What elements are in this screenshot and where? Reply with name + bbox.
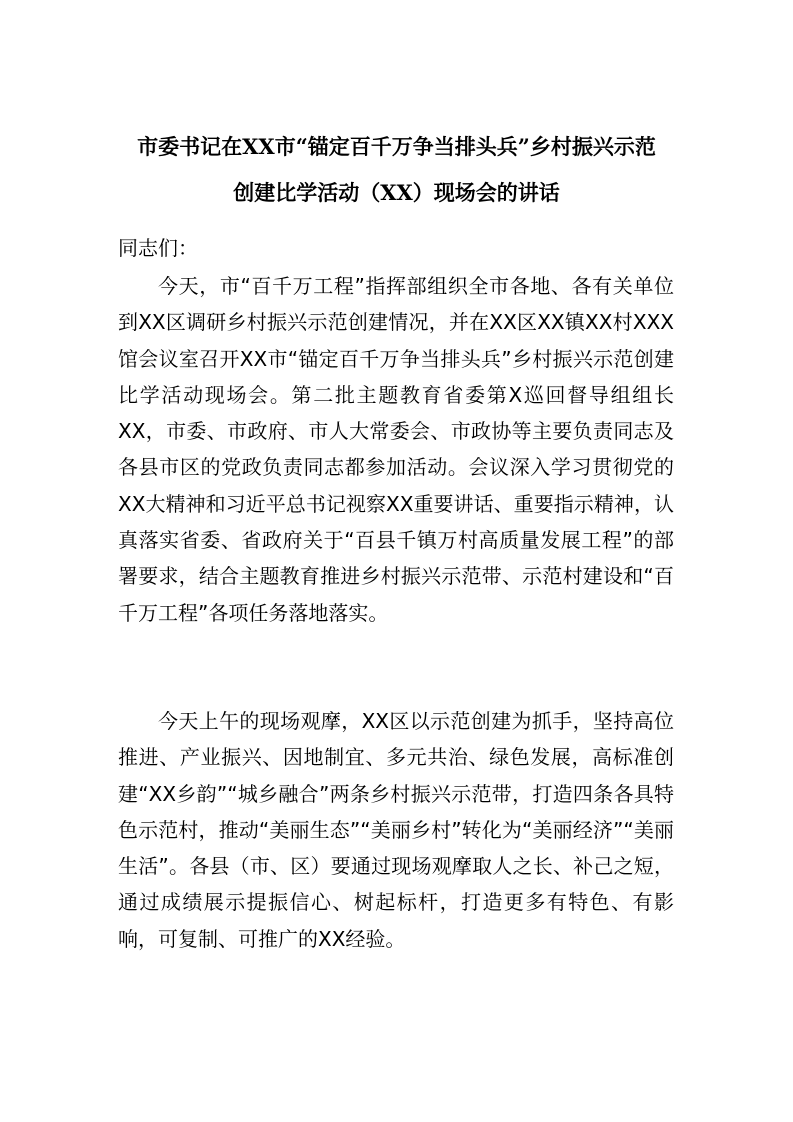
document-title-line-2: 创建比学活动（XX）现场会的讲话 [233,180,560,205]
paragraph-1: 今天，市“百千万工程”指挥部组织全市各地、各有关单位到XX区调研乡村振兴示范创建情况，并在XX区XX镇XX村XXX馆会议室召开XX市“锚定百千万争当排头兵”乡村振兴示范创建比学活动现场会。第二批主题教育省委第X巡回督导组组长XX，市委、市政府、市人大常委会、市政协等主要负责同志及各县市区的党政负责同志都参加活动。会议深入学习贯彻党的XX大精神和习近平总书记视察XX重要讲话、重要指示精神，认真落实省委、省政府关于“百县千镇万村高质量发展工程”的部署要求，结合主题教育推进乡村振兴示范带、示范村建设和“百千万工程”各项任务落地落实。 [118,274,674,625]
paragraph-2: 今天上午的现场观摩，XX区以示范创建为抓手，坚持高位推进、产业振兴、因地制宜、多元共治、绿色发展，高标准创建“XX乡韵”“城乡融合”两条乡村振兴示范带，打造四条各具特色示范村，推动“美丽生态”“美丽乡村”转化为“美丽经济”“美丽生活”。各县（市、区）要通过现场观摩取人之长、补己之短，通过成绩展示提振信心、树起标杆，打造更多有特色、有影响，可复制、可推广的XX经验。 [118,709,674,951]
document-title-line-1: 市委书记在XX市“锚定百千万争当排头兵”乡村振兴示范 [137,134,656,159]
salutation: 同志们： [118,236,198,260]
